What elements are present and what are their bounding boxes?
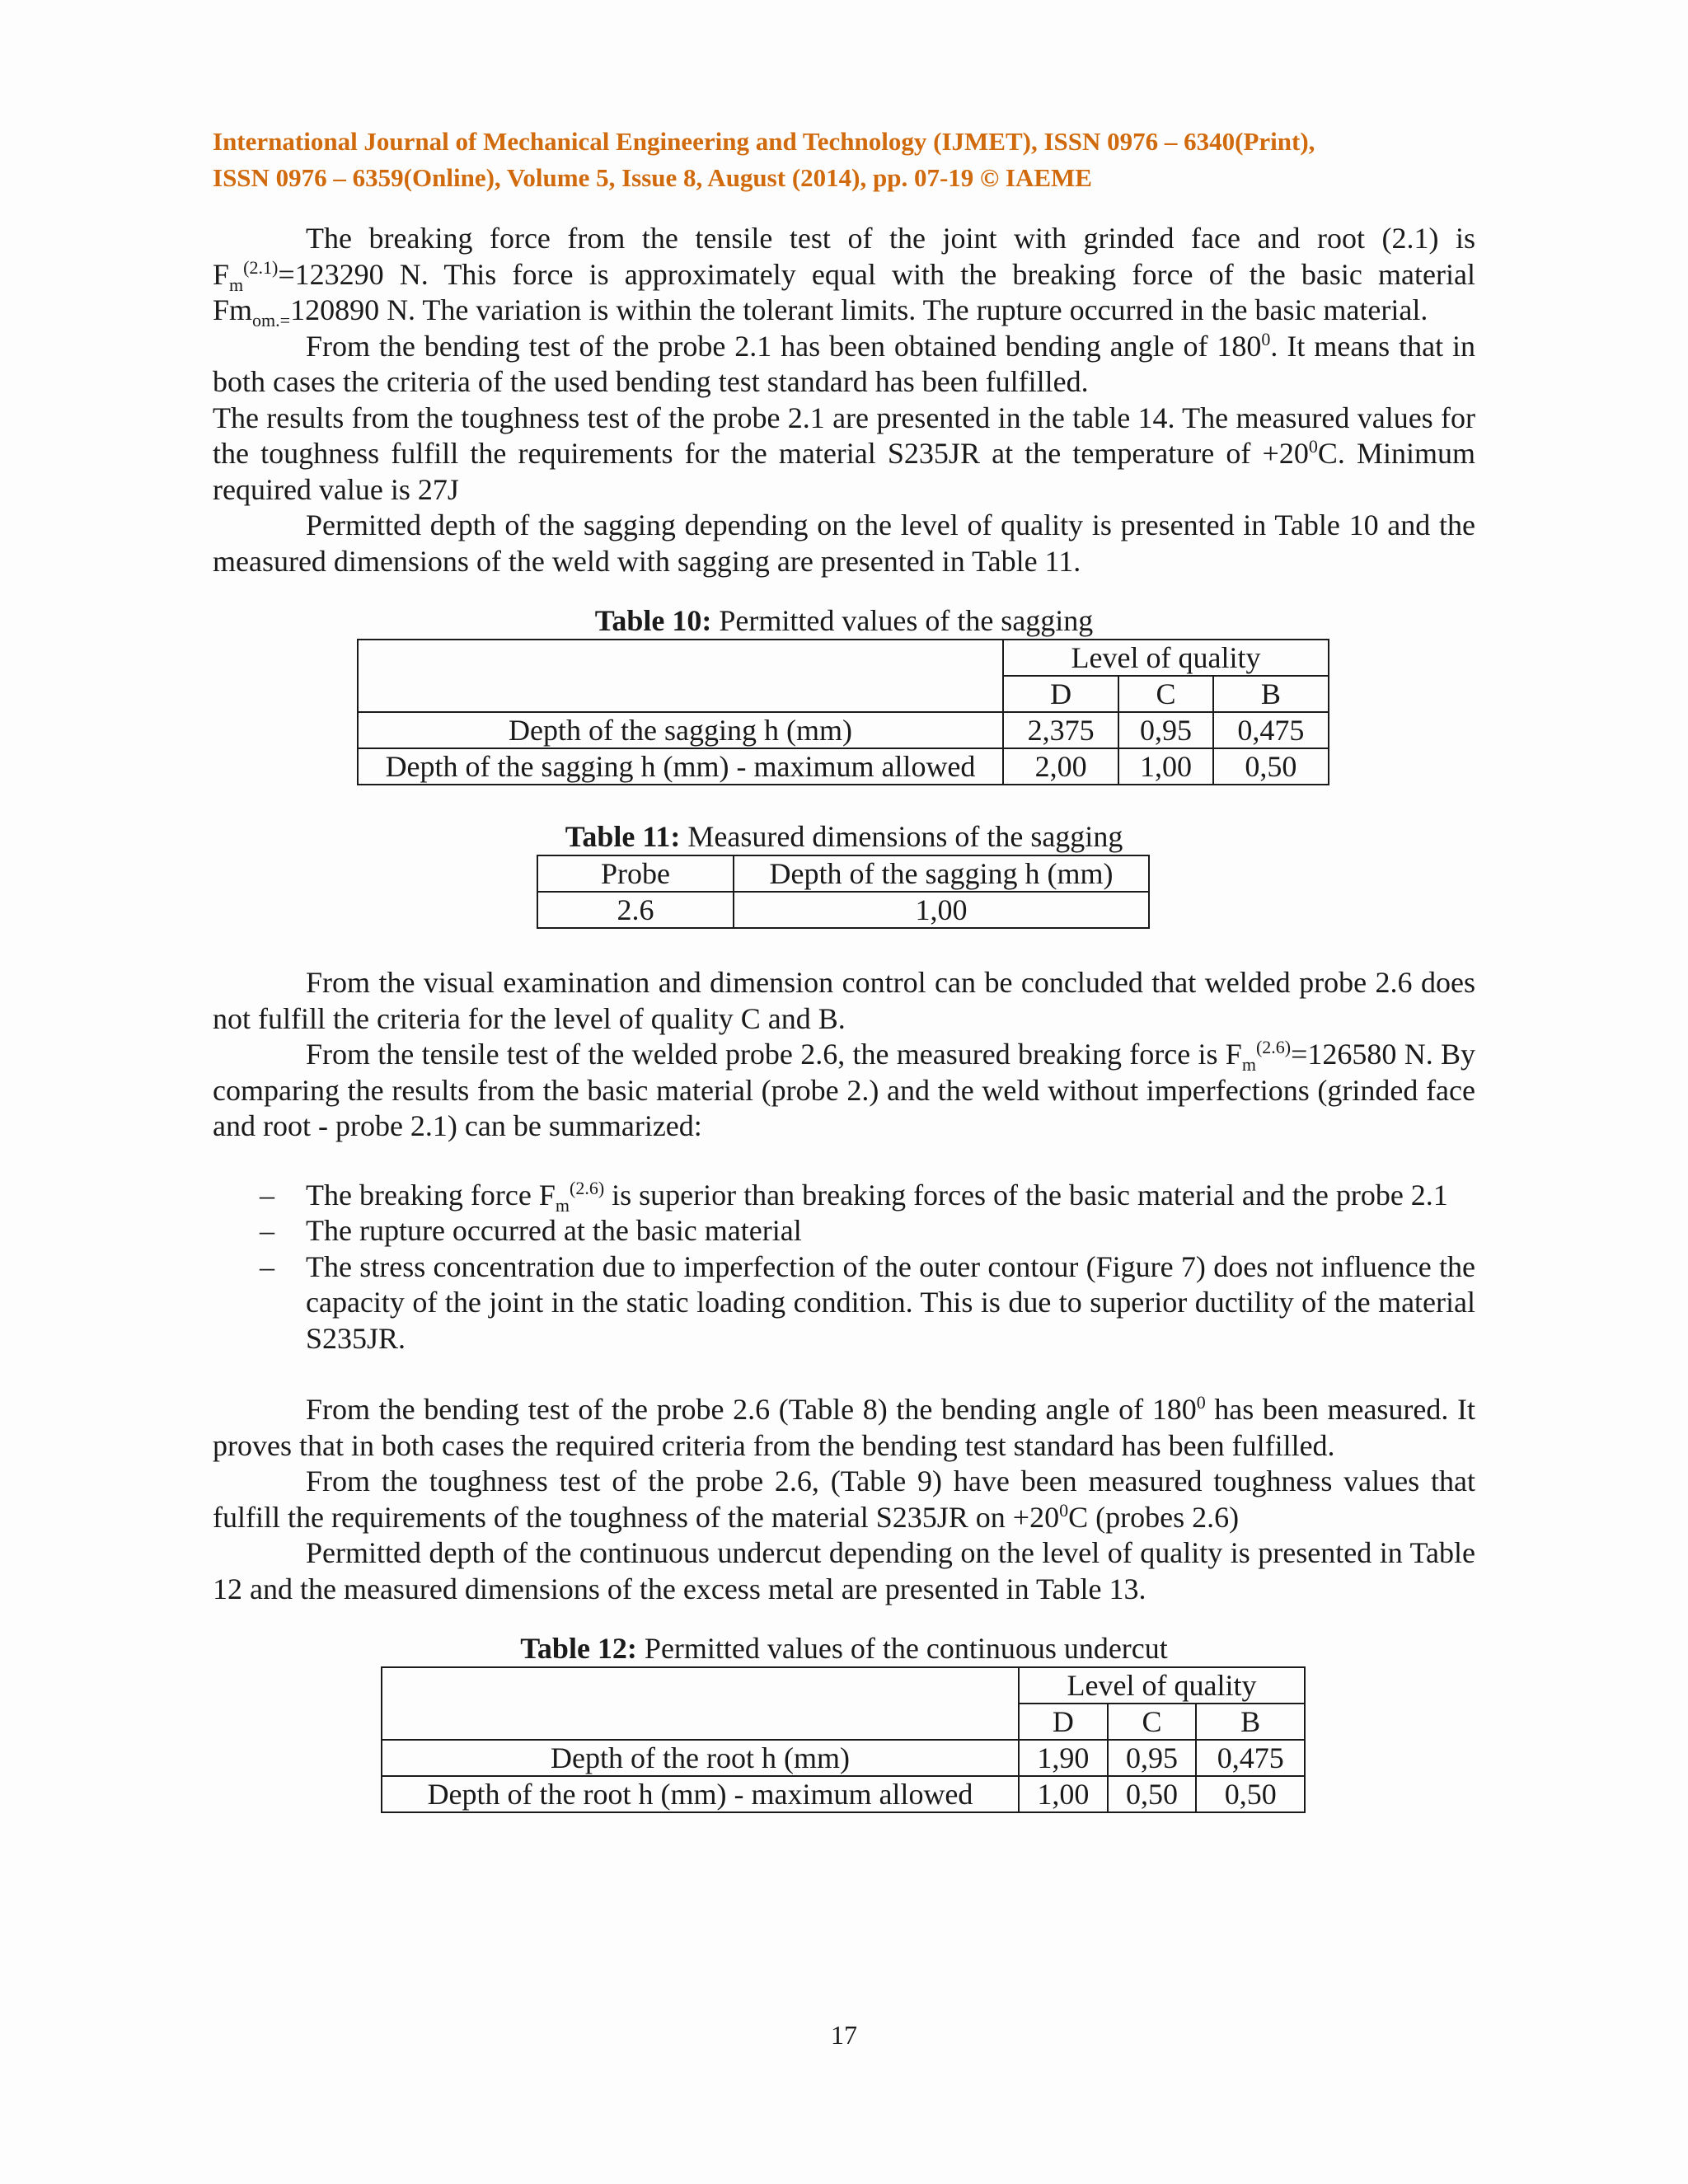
table-11-block xyxy=(213,818,1475,929)
table-row: Depth of the root h (mm) 1,90 0,95 0,475 xyxy=(382,1740,1305,1776)
table-10-level-c: C xyxy=(1118,676,1213,712)
list-item: – The rupture occurred at the basic material xyxy=(260,1214,802,1247)
row-label: Depth of the root h (mm) - maximum allowed xyxy=(382,1776,1019,1812)
table-row: Depth of the sagging h (mm) 2,375 0,95 0,475 xyxy=(358,712,1329,748)
table-12-level-b: B xyxy=(1196,1704,1305,1740)
table-row: 2.6 1,00 xyxy=(537,892,1149,928)
table-12-block xyxy=(213,1630,1475,1813)
table-10-block xyxy=(213,602,1475,785)
paragraph-tensile-2-1: The breaking force from the tensile test of the joint with grinded face and root (2.1) is $F_m^{(2.1)}=123290$ N. This force is approximately equal with the breaking force of the basic material $Fm_{om.=}120890$ N. The variation is within the tolerant limits. The rupture occurred in the basic material. xyxy=(213,222,1475,331)
table-10-level-b: B xyxy=(1213,676,1329,712)
paragraph-bending-2-1: From the bending test of the probe 2.1 has been obtained bending angle of $180^0$. It means that in both cases the criteria of the used bending test standard has been fulfilled. xyxy=(213,328,1475,398)
paragraph-sagging-intro: Permitted depth of the sagging depending on the level of quality is presented in Table 10 and the measured dimensions of the weld with sagging are presented in Table 11. xyxy=(213,509,1475,578)
paragraph-bending-2-6: From the bending test of the probe 2.6 (Table 8) the bending angle of $180^0$ has been measured. It proves that in both cases the required criteria from the bending test standard has been fulfilled. xyxy=(213,1392,1475,1462)
page-body xyxy=(213,124,1475,1813)
table-10-level-d: D xyxy=(1003,676,1118,712)
row-label: Depth of the sagging h (mm) xyxy=(358,712,1003,748)
list-item: – The breaking force $F_m^{(2.6)}$ is superior than breaking forces of the basic material and the probe 2.1 xyxy=(260,1177,1448,1216)
paragraph-toughness-2-1: The results from the toughness test of the probe 2.1 are presented in the table 14. The measured values for the toughness fulfill the requirements for the material S235JR at the temperature of $+20^0C$. Minimum required value is 27J xyxy=(213,401,1476,506)
table-10 xyxy=(357,639,1329,785)
table-12-level-c: C xyxy=(1108,1704,1197,1740)
paragraph-visual-exam: From the visual examination and dimension control can be concluded that welded probe 2.6 does not fulfill the criteria for the level of quality C and B. xyxy=(213,966,1475,1035)
row-label: Depth of the root h (mm) xyxy=(382,1740,1019,1776)
summary-list xyxy=(213,1178,1475,1357)
header-line-2: ISSN 0976 – 6359(Online), Volume 5, Issue 8, August (2014), pp. 07-19 © IAEME xyxy=(213,163,1092,192)
paragraph-tensile-2-6: From the tensile test of the welded probe 2.6, the measured breaking force is $F_m^{(2.6)}=126580$ N. By comparing the results from the basic material (probe 2.) and the weld without imperfections (grinded face and root - probe 2.1) can be summarized: xyxy=(213,1037,1475,1142)
paragraph-undercut-intro: Permitted depth of the continuous undercut depending on the level of quality is presented in Table 12 and the measured dimensions of the excess metal are presented in Table 13. xyxy=(213,1536,1475,1605)
journal-header xyxy=(213,124,1475,196)
list-item: – The stress concentration due to imperfection of the outer contour (Figure 7) does not influence the capacity of the joint in the static loading condition. This is due to superior ductility of the material S235JR. xyxy=(260,1249,1475,1355)
row-label: Depth of the sagging h (mm) - maximum allowed xyxy=(358,748,1003,785)
paragraph-toughness-2-6: From the toughness test of the probe 2.6, (Table 9) have been measured toughness values that fulfill the requirements of the toughness of the material S235JR on $+20^0C$ (probes 2.6) xyxy=(213,1465,1475,1534)
table-10-caption: Table 10: Permitted values of the sagging xyxy=(594,604,1094,637)
table-10-level-header: Level of quality xyxy=(1003,640,1329,676)
table-11: Probe Depth of the sagging h (mm) 2.6 1,00 xyxy=(537,855,1150,929)
table-row: Depth of the root h (mm) - maximum allowed 1,00 0,50 0,50 xyxy=(382,1776,1305,1812)
header-line-1: International Journal of Mechanical Engineering and Technology (IJMET), ISSN 0976 – 6340(Print), xyxy=(213,127,1315,156)
table-row: Depth of the sagging h (mm) - maximum allowed 2,00 1,00 0,50 xyxy=(358,748,1329,785)
table-12-level-header: Level of quality xyxy=(1019,1667,1305,1704)
table-12-caption: Table 12: Permitted values of the continuous undercut xyxy=(520,1632,1168,1665)
table-12 xyxy=(381,1666,1306,1813)
page-number: 17 xyxy=(831,2020,857,2050)
table-11-caption: Table 11: Measured dimensions of the sagging xyxy=(565,820,1123,853)
table-12-level-d: D xyxy=(1019,1704,1108,1740)
